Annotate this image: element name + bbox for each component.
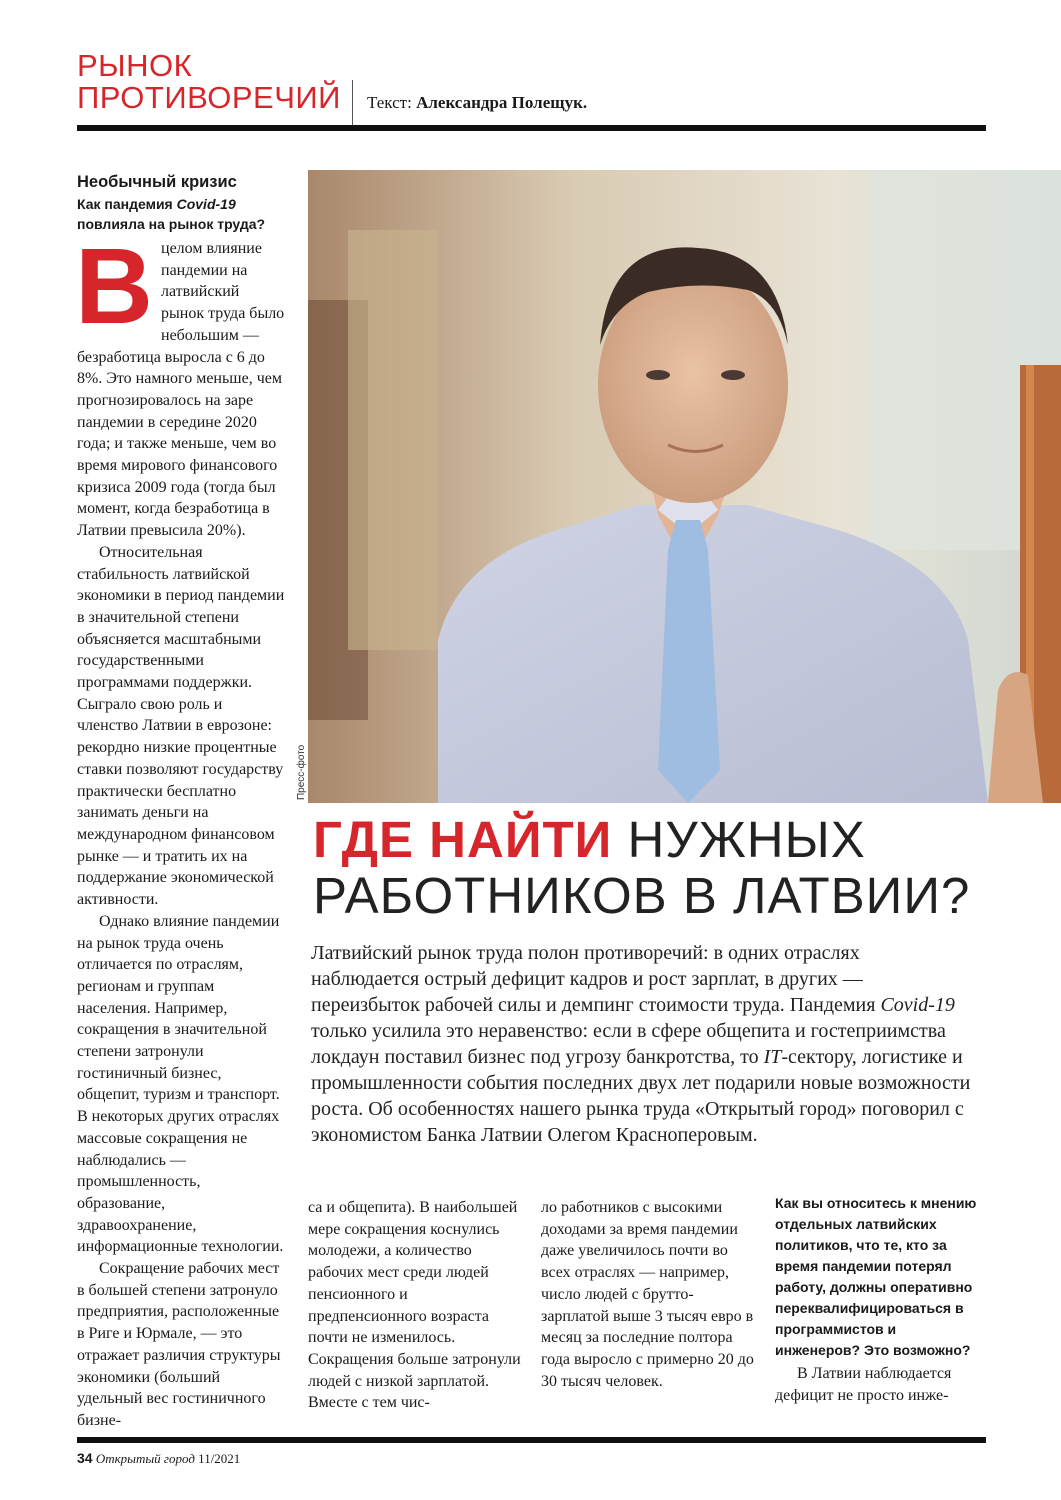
- issue-number: 11/2021: [198, 1451, 241, 1466]
- drop-cap: В: [75, 225, 153, 346]
- sidebar-column: [77, 172, 285, 1432]
- sidebar-paragraph-4: Сокращение рабочих мест в большей степени затронуло предприятия, расположенные в Риге и Юрмале, — это отражает различия структуры экономики (больший удельный вес гостиничного бизне-: [77, 1260, 281, 1429]
- rubric-line-1: РЫНОК: [77, 48, 193, 83]
- sidebar-question: [77, 194, 285, 234]
- sidebar-subhead: Необычный кризис: [77, 173, 237, 191]
- byline-label: Текст:: [367, 93, 412, 112]
- sidebar-paragraph-2: Относительная стабильность латвийской экономики в период пандемии в значительной степени объясняется масштабными государственными программами поддержки. Сыграло свою роль и членство Латвии в еврозоне: рекордно низкие процентные ставки позволяют государству практически бесплатно занимать деньги на международном финансовом рынке — и тратить их на поддержание экономической активности.: [77, 543, 285, 909]
- photo-credit: Пресс-фото: [296, 744, 307, 800]
- top-rule: [77, 125, 986, 131]
- lead-text-2: только усилила это неравенство: если в сфере общепита и гостеприимства локдаун поставил бизнес под угрозу банкротства, то: [311, 1020, 946, 1068]
- body-column-3: [541, 1197, 755, 1392]
- question-covid: Covid-19: [176, 196, 236, 212]
- column-2-text: са и общепита). В наибольшей мере сокращения коснулись молодежи, а количество рабочих мест среди людей пенсионного и предпенсионного возраста почти не изменилось. Сокращения больше затронули людей с низкой зарплатой. Вместе с тем чис-: [308, 1199, 521, 1412]
- sidebar-body: [75, 225, 285, 1432]
- column-3-text: ло работников с высокими доходами за время пандемии даже увеличилось почти во всех отраслях — например, число людей с брутто-зарплатой выше 3 тысяч евро в месяц за последние полтора года выросло с примерно 20 до 30 тысяч человек.: [541, 1199, 754, 1390]
- article-headline: [313, 812, 970, 924]
- sidebar-paragraph-3: Однако влияние пандемии на рынок труда очень отличается по отраслям, регионам и группам населения. Например, сокращения в значительной степени затронули гостиничный бизнес, общепит, туризм и транспорт. В некоторых других отраслях массовые сокращения не наблюдались — промышленность, образование, здравоохранение, информационные технологии.: [77, 912, 284, 1256]
- rubric-line-2: ПРОТИВОРЕЧИЙ: [77, 80, 341, 115]
- headline-red-part: ГДЕ НАЙТИ: [313, 811, 613, 868]
- rubric-divider: [352, 80, 353, 126]
- headline-line-2: РАБОТНИКОВ В ЛАТВИИ?: [313, 867, 971, 924]
- section-rubric: [77, 50, 341, 114]
- body-column-2: [308, 1197, 522, 1414]
- body-column-4: [775, 1197, 985, 1406]
- page-number: 34: [77, 1450, 93, 1466]
- sidebar-paragraph-1: целом влияние пандемии на латвийский рынок труда было небольшим — безработица выросла с 6 до 8%. Это намного меньше, чем прогнозировалось на заре пандемии в середине 2020 года; и также меньше, чем во время мирового финансового кризиса 2009 года (тогда был момент, когда безработица в Латвии превысила 20%).: [77, 240, 285, 540]
- byline: [367, 93, 587, 113]
- lead-paragraph: [311, 940, 971, 1148]
- interview-answer: В Латвии наблюдается дефицит не просто инже-: [775, 1365, 952, 1404]
- lead-text-3: -сектору, логистике и промышленности события последних двух лет подарили новые возможности роста. Об особенностях нашего рынка труда «Открытый город» поговорил с экономистом Банка Латвии Олегом Красноперовым.: [311, 1046, 971, 1146]
- question-start: Как пандемия: [77, 196, 177, 212]
- question-end: повлияла на рынок труда?: [77, 216, 266, 232]
- page-footer: [77, 1450, 240, 1467]
- headline-line-1: [313, 812, 970, 868]
- lead-covid: Covid-19: [880, 994, 955, 1016]
- byline-author: Александра Полещук.: [416, 93, 588, 112]
- lead-it: IT: [763, 1046, 782, 1068]
- portrait-photo: [308, 170, 1061, 803]
- bottom-rule: [77, 1437, 986, 1443]
- interview-question: Как вы относитесь к мнению отдельных латвийских политиков, что те, кто за время пандемии потерял работу, должны оперативно переквалифицироваться в программистов и инженеров? Это возможно?: [775, 1195, 977, 1358]
- headline-line1-rest: НУЖНЫХ: [612, 811, 866, 868]
- lead-text-1: Латвийский рынок труда полон противоречий: в одних отраслях наблюдается острый дефицит кадров и рост зарплат, в других — переизбыток рабочей силы и демпинг стоимости труда. Пандемия: [311, 942, 881, 1016]
- magazine-name: Открытый город: [95, 1451, 195, 1466]
- portrait-illustration: [308, 170, 1061, 803]
- article-lead: [311, 940, 971, 1148]
